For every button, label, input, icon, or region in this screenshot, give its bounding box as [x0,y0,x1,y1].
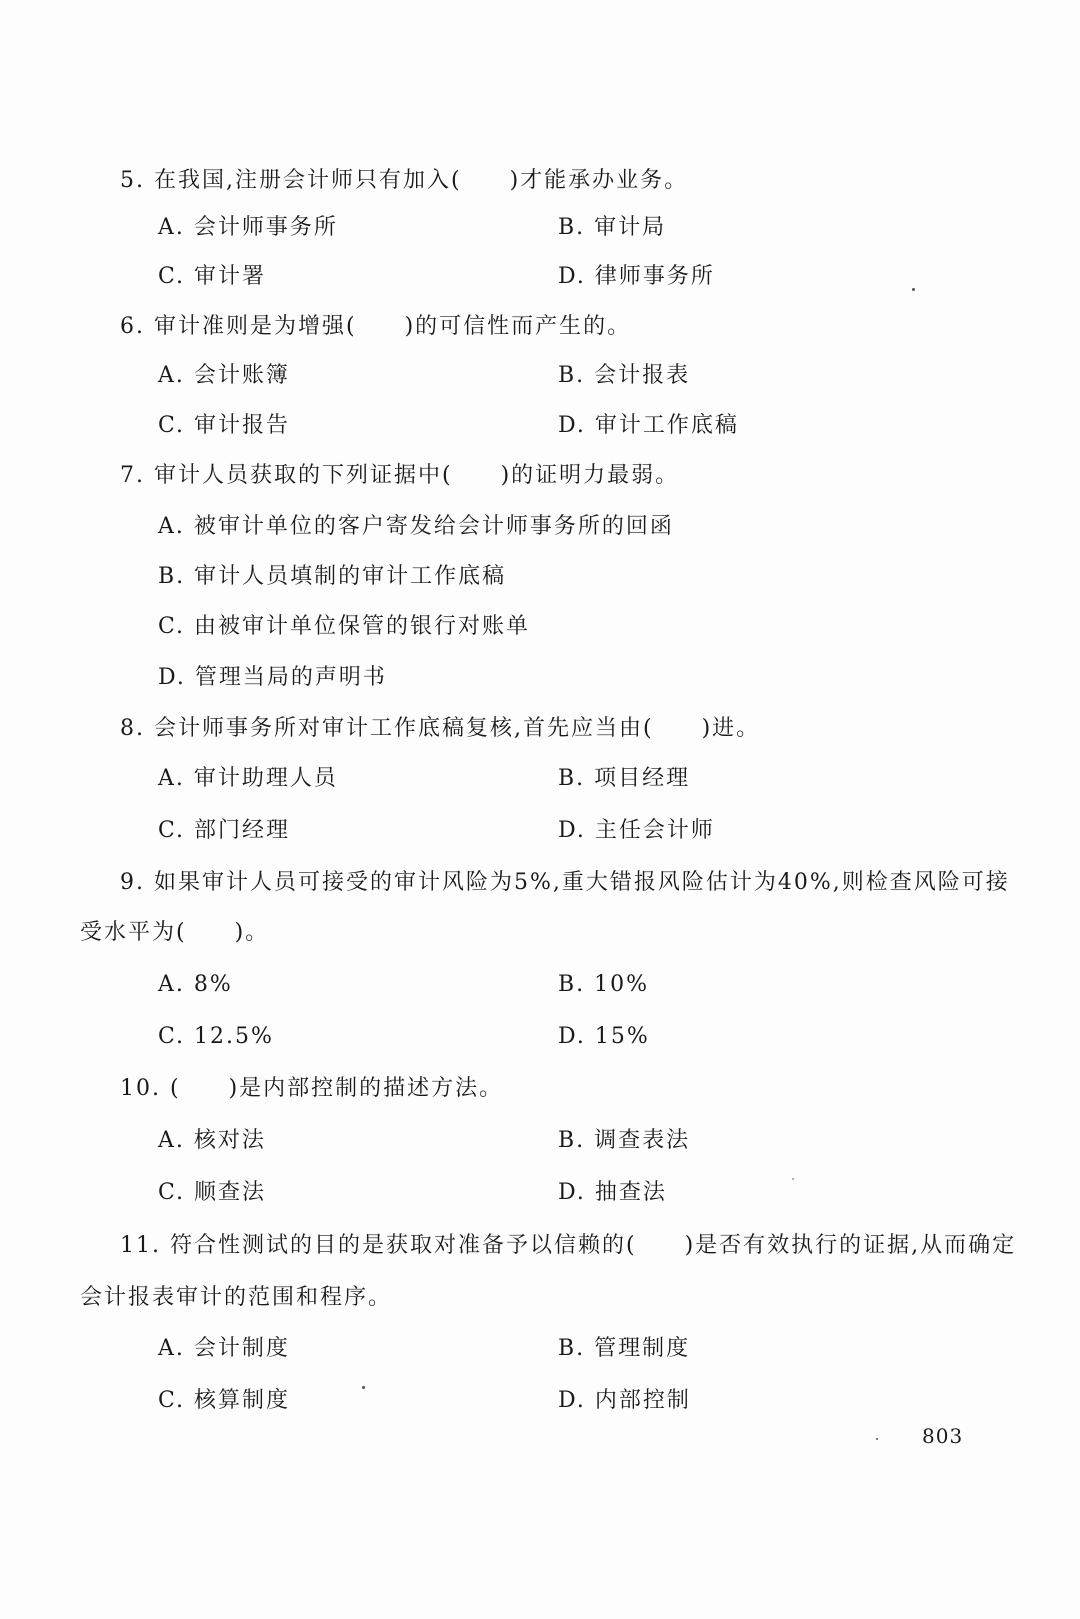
option-d: D. 审计工作底稿 [558,413,739,438]
question-text: 审计准则是为增强( )的可信性而产生的。 [154,314,632,339]
option-c: C. 部门经理 [158,818,291,843]
option-a: A. 会计师事务所 [158,215,338,240]
option-b: B. 管理制度 [558,1336,691,1361]
question-text: ( )是内部控制的描述方法。 [170,1076,504,1101]
question-9-stem [120,868,1010,898]
option-b: B. 会计报表 [558,363,691,388]
question-number: 11. [120,1233,161,1258]
option-b: B. 10% [558,972,650,997]
question-text: 如果审计人员可接受的审计风险为5%,重大错报风险估计为40%,则检查风险可接 [154,870,1010,895]
question-number: 7. [120,463,145,488]
question-text: 会计师事务所对审计工作底稿复核,首先应当由( )进。 [154,716,761,741]
question-text: 在我国,注册会计师只有加入( )才能承办业务。 [154,168,689,193]
option-a: A. 会计制度 [158,1336,290,1361]
option-c: C. 审计报告 [158,413,291,438]
option-d: D. 抽查法 [558,1180,667,1205]
option-a: A. 审计助理人员 [158,766,338,791]
scan-speck [792,1178,794,1180]
scan-speck [876,1438,878,1440]
question-number: 6. [120,314,145,339]
page-number: 803 [922,1424,964,1448]
question-number: 10. [120,1076,161,1101]
question-7-stem [120,461,679,491]
option-d: D. 主任会计师 [558,818,715,843]
question-10-stem [120,1074,503,1104]
option-d: D. 律师事务所 [558,264,715,289]
option-d: D. 15% [558,1024,650,1049]
question-9-stem-continued: 受水平为( )。 [80,920,270,945]
option-d: D. 管理当局的声明书 [158,665,387,690]
option-c: C. 12.5% [158,1024,274,1049]
question-number: 9. [120,870,145,895]
option-b: B. 项目经理 [558,766,691,791]
option-b: B. 调查表法 [558,1128,691,1153]
scan-speck [912,288,915,291]
question-11-stem [120,1231,1016,1261]
question-number: 8. [120,716,145,741]
question-5-stem [120,166,688,196]
option-a: A. 会计账簿 [158,363,290,388]
option-b: B. 审计局 [558,215,667,240]
scan-speck [362,1386,365,1389]
option-a: A. 核对法 [158,1128,266,1153]
option-c: C. 核算制度 [158,1388,291,1413]
option-c: C. 由被审计单位保管的银行对账单 [158,614,531,639]
option-b: B. 审计人员填制的审计工作底稿 [158,564,507,589]
question-8-stem [120,714,760,744]
question-6-stem [120,312,631,342]
option-a: A. 8% [158,972,233,997]
option-d: D. 内部控制 [558,1388,691,1413]
question-text: 审计人员获取的下列证据中( )的证明力最弱。 [154,463,680,488]
question-text: 符合性测试的目的是获取对准备予以信赖的( )是否有效执行的证据,从而确定 [170,1233,1017,1258]
question-11-stem-continued: 会计报表审计的范围和程序。 [80,1285,393,1310]
question-number: 5. [120,168,145,193]
option-a: A. 被审计单位的客户寄发给会计师事务所的回函 [158,514,674,539]
option-c: C. 顺查法 [158,1180,267,1205]
option-c: C. 审计署 [158,264,267,289]
